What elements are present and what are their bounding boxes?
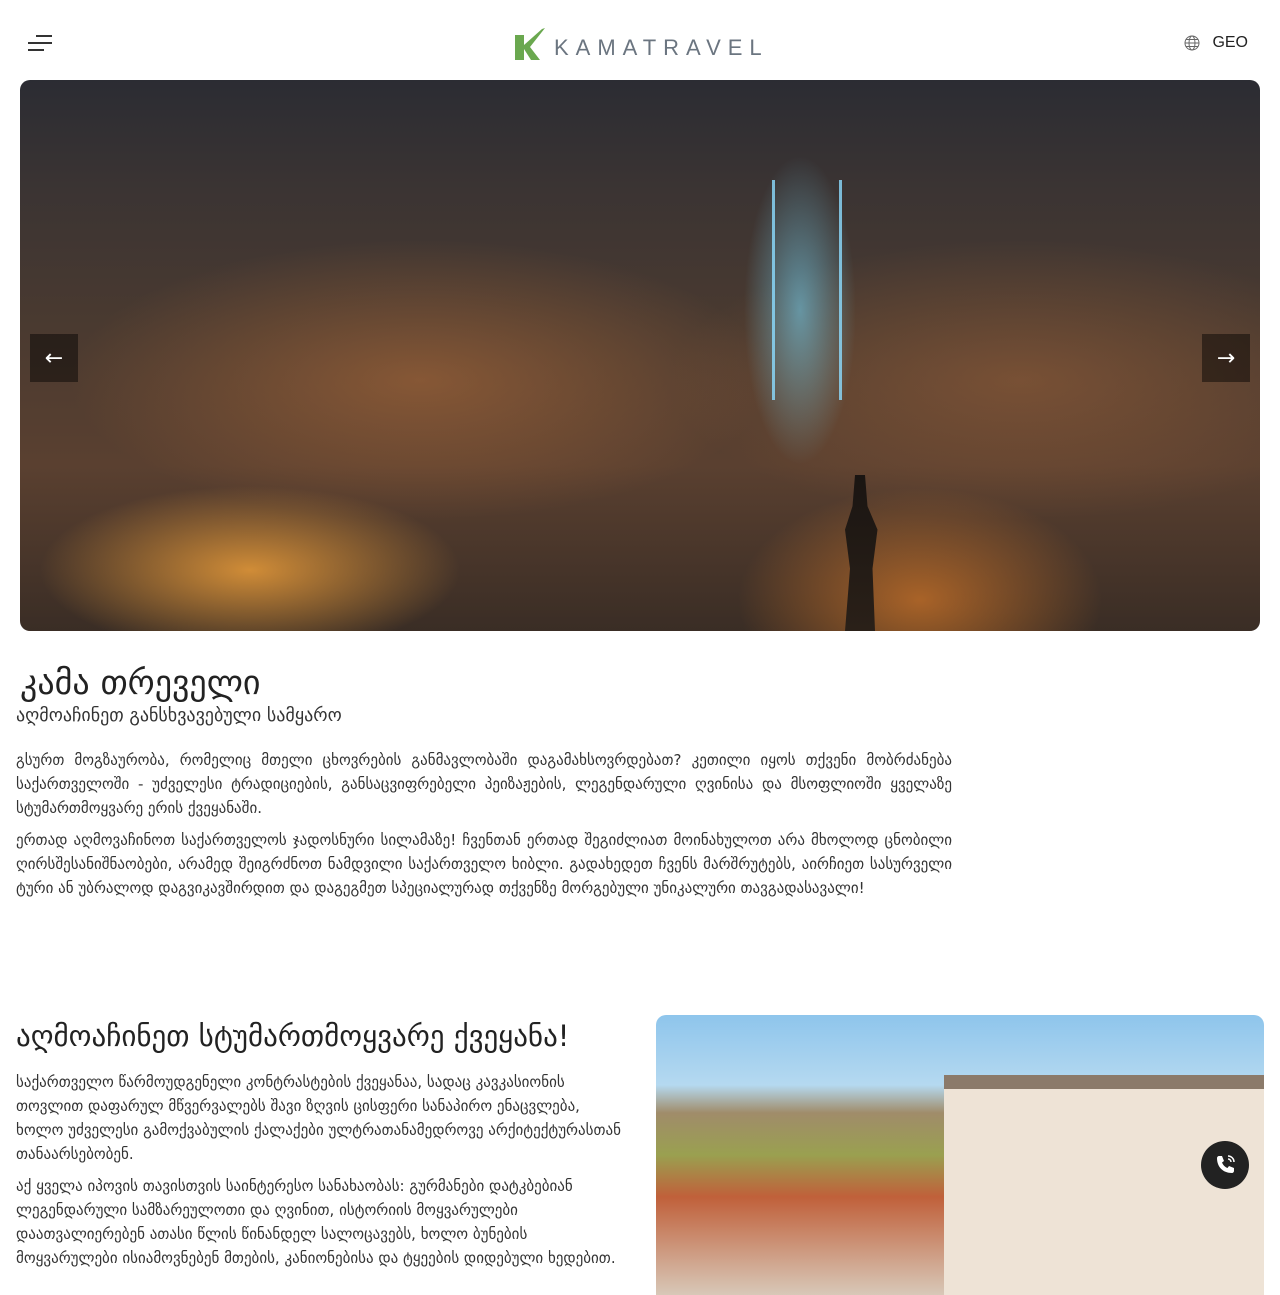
discover-section [16, 1016, 626, 1270]
intro-paragraph: ერთად აღმოვაჩინოთ საქართველოს ჯადოსნური სილამაზე! ჩვენთან ერთად შეგიძლიათ მოინახულოთ არა მხოლოდ ცნობილი ღირსშესანიშნაობები, არამედ შეიგრძნოთ ნამდვილი საქართველო ხიბლი. გადახედეთ ჩვენს მარშრუტებს, აირჩიეთ სასურველი ტური ან უბრალოდ დაგვიკავშირდით და დაგეგმეთ სპეციალურად თქვენზე მორგებული უნიკალური თავგადასავალი! [16, 831, 952, 897]
language-selector[interactable] [1184, 34, 1248, 52]
section-paragraph: საქართველო წარმოუდგენელი კონტრასტების ქვეყანაა, სადაც კავკასიონის თოვლით დაფარულ მწვერვალებს შავი ზღვის ცისფერი სანაპირო ენაცვლება, ხოლო უძველესი გამოქვაბულის ქალაქები ულტრათანამედროვე არქიტექტურასთან თანაარსებობენ. [16, 1073, 621, 1163]
arrow-left-icon: ← [44, 345, 64, 371]
intro-paragraph: გსურთ მოგზაურობა, რომელიც მთელი ცხოვრების განმავლობაში დაგამახსოვრდებათ? კეთილი იყოს თქვენი მობრძანება საქართველოში - უძველესი ტრადიციების, განსაცვიფრებელი პეიზაჟების, ლეგენდარული ღვინისა და მსოფლიოში ყველაზე სტუმართმოყვარე ერის ქვეყანაში. [16, 751, 952, 817]
hero-image-tower [772, 180, 842, 400]
site-header [0, 0, 1280, 80]
hero-image-statue [835, 475, 885, 631]
slider-prev-button[interactable] [30, 334, 78, 382]
globe-icon [1184, 35, 1200, 51]
brand-name: KAMATRAVEL [554, 35, 769, 60]
intro-section [16, 662, 952, 900]
language-label: GEO [1212, 34, 1248, 51]
call-button[interactable] [1201, 1141, 1249, 1189]
hero-slider[interactable] [20, 80, 1260, 631]
section-title: აღმოაჩინეთ სტუმართმოყვარე ქვეყანა! [16, 1019, 570, 1053]
intro-subtitle: აღმოაჩინეთ განსხვავებული სამყარო [16, 705, 342, 726]
site-logo[interactable] [514, 27, 769, 61]
slider-next-button[interactable] [1202, 334, 1250, 382]
section-paragraph: აქ ყველა იპოვის თავისთვის საინტერესო სანახაობას: გურმანები დატკბებიან ლეგენდარული სამზარეულოთი და ღვინით, ისტორიის მოყვარულები დაათვალიერებენ ათასი წლის წინანდელ სალოცავებს, ხოლო ბუნების მოყვარულები ისიამოვნებენ მთების, კანიონებისა და ტყეების დიდებული ხედებით. [16, 1177, 616, 1267]
hamburger-line [28, 42, 52, 44]
logo-mark-icon [514, 27, 548, 61]
phone-icon [1213, 1153, 1237, 1177]
old-tbilisi-photo [656, 1015, 1264, 1295]
hamburger-icon [36, 35, 52, 37]
hamburger-line [28, 49, 44, 51]
intro-title: კამა თრეველი [20, 663, 261, 703]
arrow-right-icon: → [1216, 345, 1236, 371]
menu-button[interactable] [28, 33, 54, 53]
